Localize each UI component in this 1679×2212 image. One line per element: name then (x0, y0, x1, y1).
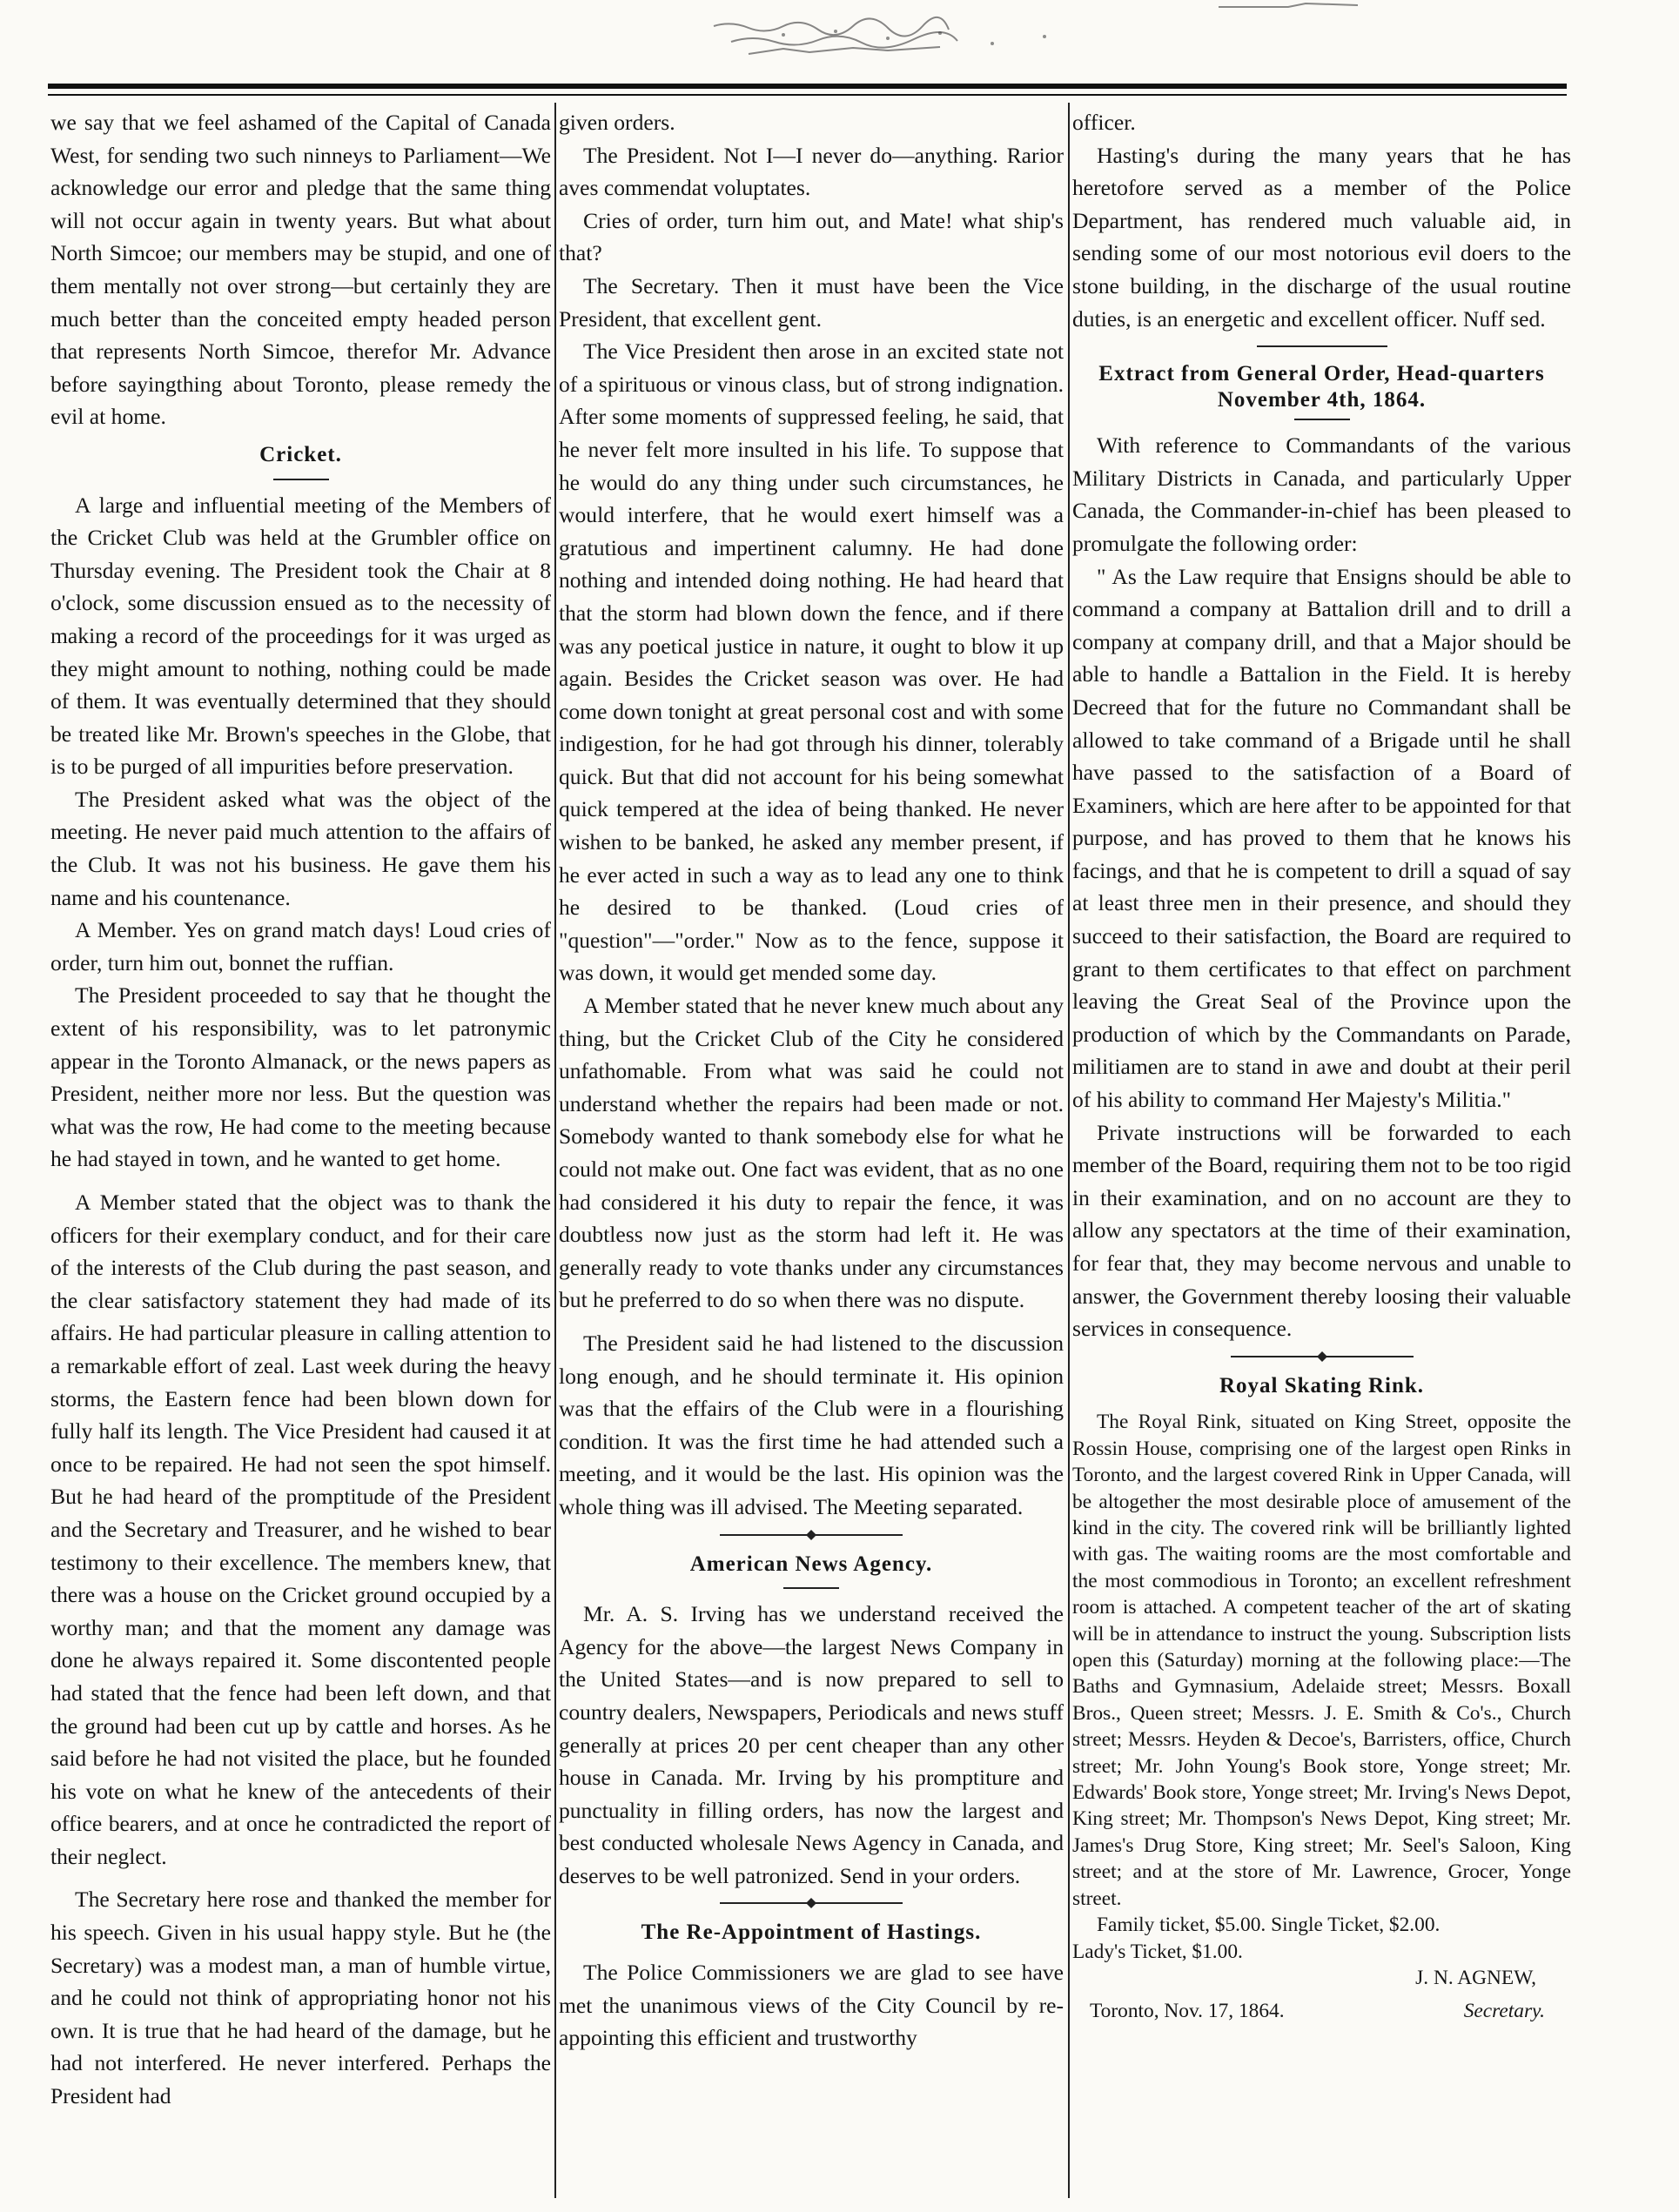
general-order-paragraph: With reference to Commandants of the various Military Districts in Canada, and particularly Upper Canada, the Commander-in-chief has been pleased to promulgate the following order: (1072, 432, 1571, 556)
hastings-continued: officer. (1072, 110, 1136, 135)
general-order-title-line2: November 4th, 1864. (1217, 388, 1427, 412)
signature-row (1072, 1998, 1571, 2024)
general-order-title-line1: Extract from General Order, Head-quarters (1098, 362, 1545, 386)
opening-paragraph: we say that we feel ashamed of the Capital of Canada West, for sending two such ninneys to Parliament—We acknowledge our error and pledge that the same thing will not occur again in twenty years. But what about North Simcoe; our members may be stupid, and one of them mentally not over strong—but certainly they are much better than the conceited empty headed person that represents North Simcoe, therefor Mr. Advance before sayingthing about Toronto, please remedy the evil at home. (50, 110, 551, 430)
news-agency-paragraph: Mr. A. S. Irving has we understand received the Agency for the above—the largest News Company in the United States—and is now prepared to sell to country dealers, Newspapers, Periodicals and news stuff generally at prices 20 per cent cheaper than any other house in Canada. Mr. Irving by his promptiture and punctuality in filling orders, has now the largest and best conducted wholesale News Agency in Canada, and deserves to be well patronized. Send in your orders. (559, 1601, 1064, 1888)
column-divider-1 (554, 103, 556, 2198)
cricket-continued-paragraph: The Vice President then arose in an excited state not of a spirituous or vinous class, but of strong indignation. After some moments of suppressed feeling, he said, that he never felt more insulted in his life. To suppose that he would do any thing under such circumstances, he would interfere, that he would exert himself was a gratutious and impertinent calumny. He had done nothing and intended doing nothing. He had heard that that the storm had blown down the fence, and if there was any poetical justice in nature, it ought to blow it up again. Besides the Cricket season was over. He had come down tonight at great personal cost and with some indigestion, for he had got through his dinner, tolerably quick. But that did not account for his being somewhat quick tempered at the idea of being thanked. He never wishen to be banked, he asked any member present, if he ever acted in such a way as to lead any one to think he desired to be thanked. (Loud cries of "question"—"order." Now as to the fence, suppose it was down, it would get mended some day. (559, 339, 1064, 986)
section-rule (783, 1587, 839, 1589)
general-order-paragraph: Private instructions will be forwarded to each member of the Board, requiring them not to be too rigid in their examination, and on no account are they to allow any spectators at the time of their examination, for fear that, they may become nervous and unable to answer, the Government thereby loosing their valuable services in consequence. (1072, 1119, 1571, 1342)
hastings-title: The Re-Appointment of Hastings. (641, 1920, 982, 1945)
cricket-paragraph: The President proceeded to say that he thought the extent of his responsibility, was to let patronymic appear in the Toronto Almanack, or the news papers as President, neither more nor less. But the question was what was the row, He had come to the meeting because he had stayed in town, and he wanted to get home. (50, 982, 551, 1172)
hastings-continued: Hasting's during the many years that he has heretofore served as a member of the Police Department, has rendered much valuable aid, in sending some of our most notorious evil doers to the stone building, in the discharge of the usual routine duties, is an energetic and excellent officer. Nuff sed. (1072, 142, 1571, 332)
masthead-scratch-marks (0, 0, 1679, 70)
column-2 (559, 106, 1064, 2199)
signature-name: J. N. AGNEW, (1415, 1966, 1536, 1989)
general-order-paragraph: " As the Law require that Ensigns should be able to command a company at Battalion drill and to drill a company at company drill, and that a Major should be able to handle a Battalion in the Field. It is hereby Decreed that for the future no Commandant shall be allowed to take command of a Brigade until he shall have passed to the satisfaction of a Board of Examiners, which are here after to be appointed for that purpose, and has proved to them that he knows his facings, and that he is competent to drill a squad of say at least three men in their presence, and should they succeed to their satisfaction, the Board are required to grant to them certificates to that effect on parchment leaving the Great Seal of the Province upon the production of which by the Commandants on Parade, militiamen are to stand in awe and doubt at their peril of his ability to command Her Majesty's Militia." (1072, 563, 1571, 1113)
cricket-paragraph: The Secretary here rose and thanked the member for his speech. Given in his usual happy style. But he (the Secretary) was a modest man, a man of humble virtue, and he could not think of appropriating honor not his own. It is true that he had heard of the damage, but he had not interfered. He never interfered. Perhaps the President had (50, 1887, 551, 2109)
cricket-continued-paragraph: The President said he had listened to the discussion long enough, and he should terminate it. His opinion was that the effairs of the Club were in a flourishing condition. It was the first time he had attended such a meeting, and it would be the last. His opinion was the whole thing was ill advised. The Meeting separated. (559, 1330, 1064, 1519)
section-rule (1294, 419, 1350, 420)
signature-place-date: Toronto, Nov. 17, 1864. (1090, 2000, 1285, 2023)
cricket-paragraph: The President asked what was the object of the meeting. He never paid much attention to the affairs of the Club. It was not his business. He gave them his name and his countenance. (50, 786, 551, 910)
hastings-paragraph: The Police Commissioners we are glad to see have met the unanimous views of the City Council by re-appointing this efficient and trustworthy (559, 1960, 1064, 2051)
ornamental-rule (715, 1529, 907, 1541)
column-divider-2 (1068, 103, 1070, 2198)
cricket-paragraph: A large and influential meeting of the Members of the Cricket Club was held at the Grumbler office on Thursday evening. The President took the Chair at 8 o'clock, some discussion ensued as to the necessity of making a record of the proceedings for it was urged as they might amount to nothing, nothing could be made of them. It was eventually determined that they should be treated like Mr. Brown's speeches in the Globe, that is to be purged of all impurities before preservation. (50, 492, 551, 780)
cricket-paragraph: A Member. Yes on grand match days! Loud cries of order, turn him out, bonnet the ruffian. (50, 917, 551, 975)
cricket-title: Cricket. (259, 442, 342, 466)
cricket-continued-paragraph: Cries of order, turn him out, and Mate! what ship's that? (559, 207, 1064, 266)
skating-rink-title: Royal Skating Rink. (1219, 1373, 1425, 1398)
column-1 (50, 106, 551, 2199)
section-rule (273, 479, 329, 480)
news-agency-title: American News Agency. (689, 1552, 933, 1576)
ticket-prices-line: Family ticket, $5.00. Single Ticket, $2.00. (1097, 1914, 1441, 1937)
cricket-continued-paragraph: The Secretary. Then it must have been the Vice President, that excellent gent. (559, 272, 1064, 332)
cricket-paragraph: A Member stated that the object was to thank the officers for their exemplary conduct, and for their care of the interests of the Club during the past season, and the clear satisfactory statement they had made of its affairs. He had particular pleasure in calling attention to a remarkable effort of zeal. Last week during the heavy storms, the Eastern fence had been blown down for fully half its length. The Vice President had caused it at once to be repaired. He had not seen the spot himself. But he had heard of the promptitude of the President and the Secretary and Treasurer, and he wished to bear testimony to their excellence. The members knew, that there was a house on the Cricket ground occupied by a worthy man; and that the moment any damage was done he always repaired it. Some discontented people had stated that the fence had been left down, and that the ground had been cut up by cattle and horses. As he said before he had not visited the place, but he founded his vote on what he knew of the antecedents of their office bearers, and at once he contradicted the report of their neglect. (50, 1190, 551, 1869)
top-rule-thick (48, 84, 1567, 89)
top-rule-thin (48, 94, 1567, 96)
general-order-title (1072, 361, 1571, 413)
ornamental-rule (1226, 1351, 1418, 1363)
cricket-continued-paragraph: The President. Not I—I never do—anything. Rarior aves commendat voluptates. (559, 142, 1064, 201)
ornamental-rule (715, 1897, 907, 1909)
cricket-continued-paragraph: given orders. (559, 110, 675, 135)
section-rule (1253, 340, 1392, 352)
skating-rink-paragraph: The Royal Rink, situated on King Street, opposite the Rossin House, comprising one of the largest open Rinks in Toronto, and the largest covered Rink in Upper Canada, will be altogether the most desirable ploce of amusement of the kind in the city. The covered rink will be brilliantly lighted with gas. The waiting rooms are the most comfortable and the most commodious in Toronto; an excellent refreshment room is attached. A competent teacher of the art of skating will be in attendance to instruct the young. Subscription lists open this (Saturday) morning at the following place:—The Baths and Gymnasium, Adelaide street; Messrs. Boxall Bros., Queen street; Messrs. J. E. Smith & Co's., Church street; Messrs. Heyden & Decoe's, Barristers, office, Church street; Mr. John Young's Book store, Yonge street; Mr. Edwards' Book store, Yonge street; Mr. Irving's News Depot, King street; Mr. Thompson's News Depot, King street; Mr. James's Drug Store, King street; Mr. Seel's Saloon, King street; and at the store of Mr. Lawrence, Grocer, Yonge street. (1072, 1411, 1571, 1910)
column-3 (1072, 106, 1571, 2199)
cricket-continued-paragraph: A Member stated that he never knew much about any thing, but the Cricket Club of the City he considered unfathomable. From what was said he could not understand whether the repairs had been made or not. Somebody wanted to thank somebody else for what he could not make out. One fact was evident, that as no one had considered it his duty to repair the fence, it was doubtless now just as the storm had left it. He was generally ready to vote thanks under any circumstances but he preferred to do so when there was no dispute. (559, 993, 1064, 1313)
ticket-prices-line: Lady's Ticket, $1.00. (1072, 1940, 1243, 1963)
signature-title: Secretary. (1463, 2000, 1545, 2023)
